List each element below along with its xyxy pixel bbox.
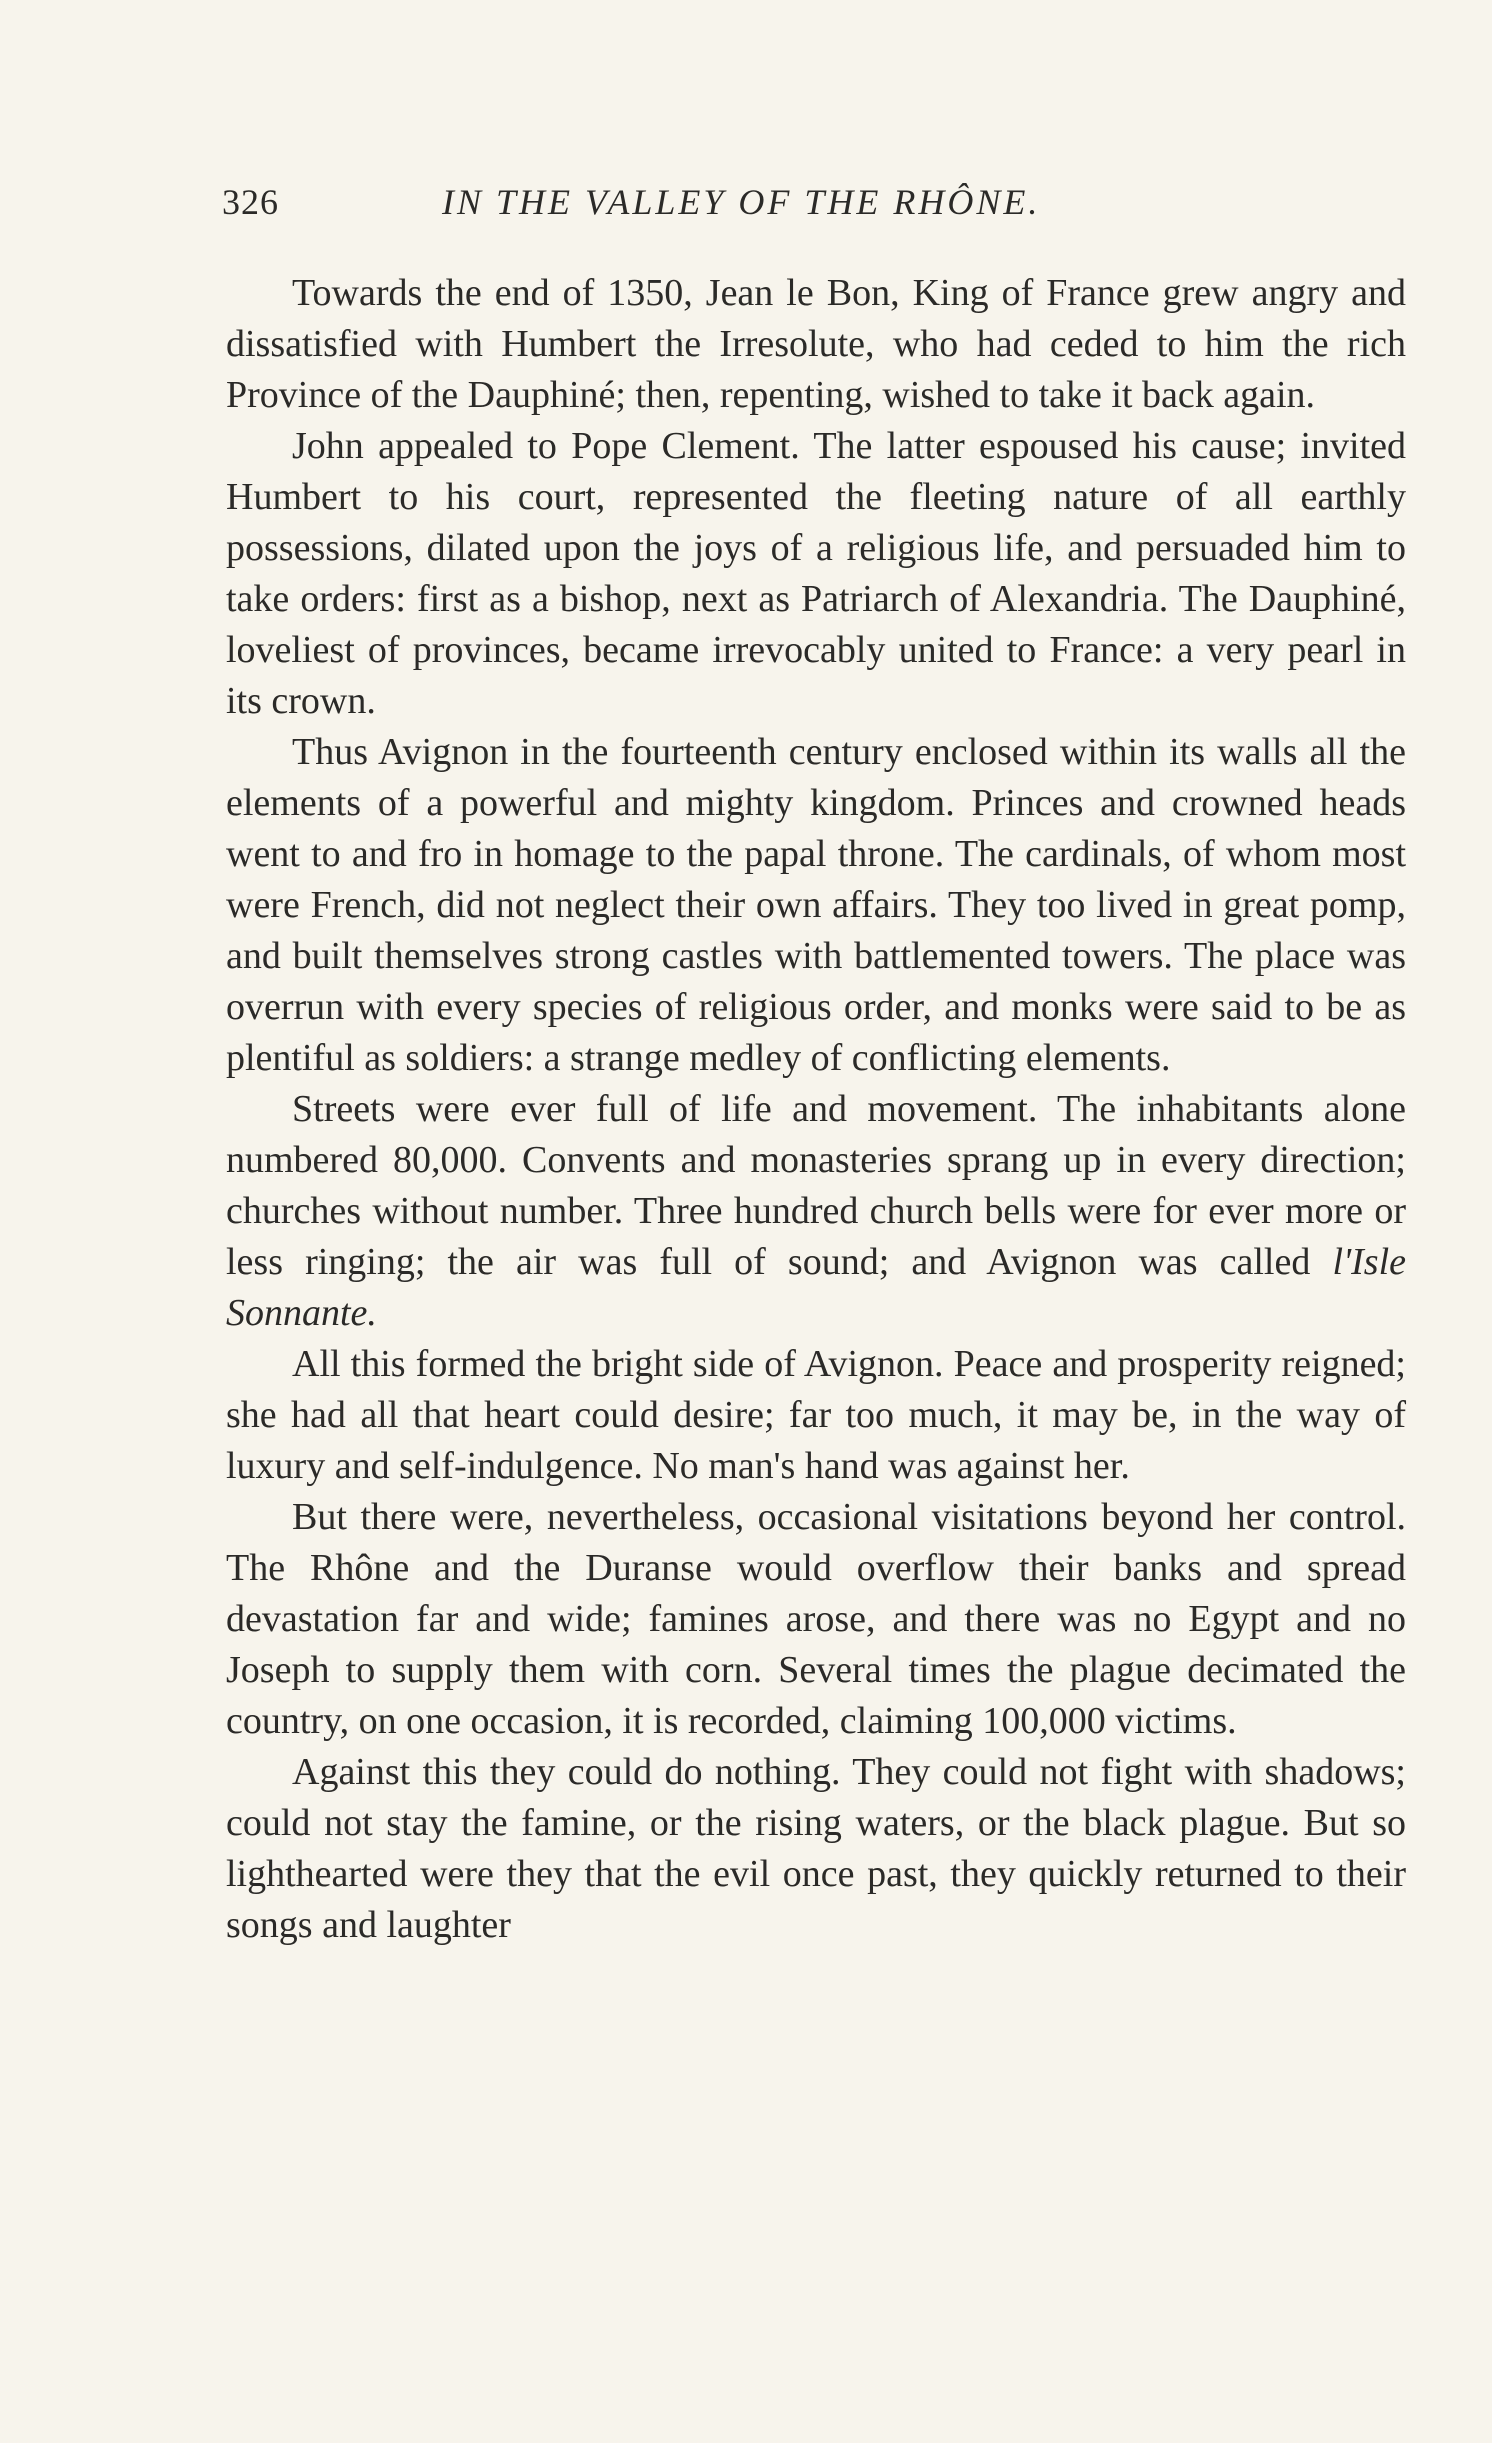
- italic-phrase: l'Isle Sonnante.: [226, 1241, 1406, 1334]
- paragraph: [226, 1339, 1406, 1492]
- paragraph: [226, 1747, 1406, 1951]
- paragraph-text: Streets were ever full of life and movement. The inhabitants alone numbered 80,000. Convents and monasteries sprang up in every direction; churches without number. Three hundred church bells were for ever more or less ringing; the air was full of sound; and Avignon was called: [226, 1088, 1406, 1283]
- paragraph: [226, 1084, 1406, 1339]
- paragraph-text: Towards the end of 1350, Jean le Bon, King of France grew angry and dissatisfied with Humbert the Irresolute, who had ceded to him the rich Province of the Dauphiné; then, repenting, wished to take it back again.: [226, 272, 1406, 416]
- paragraph: [226, 421, 1406, 727]
- body-text: [226, 268, 1406, 1951]
- running-head: [222, 178, 1422, 226]
- paragraph: [226, 727, 1406, 1084]
- page-number: 326: [222, 182, 279, 222]
- paragraph-text: John appealed to Pope Clement. The latter espoused his cause; invited Humbert to his court, represented the fleeting nature of all earthly possessions, dilated upon the joys of a religious life, and persuaded him to take orders: first as a bishop, next as Patriarch of Alexandria. The Dauphiné, loveliest of provinces, became irrevocably united to France: a very pearl in its crown.: [226, 425, 1406, 722]
- paragraph-text: Thus Avignon in the fourteenth century enclosed within its walls all the elements of a powerful and mighty kingdom. Princes and crowned heads went to and fro in homage to the papal throne. The cardinals, of whom most were French, did not neglect their own affairs. They too lived in great pomp, and built themselves strong castles with battlemented towers. The place was overrun with every species of religious order, and monks were said to be as plentiful as soldiers: a strange medley of conflicting elements.: [226, 731, 1406, 1079]
- paragraph-text: Against this they could do nothing. They could not fight with shadows; could not stay the famine, or the rising waters, or the black plague. But so lighthearted were they that the evil once past, they quickly returned to their songs and laughter: [226, 1751, 1406, 1946]
- paragraph-text: But there were, nevertheless, occasional visitations beyond her control. The Rhône and the Duranse would overflow their banks and spread devastation far and wide; famines arose, and there was no Egypt and no Joseph to supply them with corn. Several times the plague decimated the country, on one occasion, it is recorded, claiming 100,000 victims.: [226, 1496, 1406, 1742]
- paragraph: [226, 268, 1406, 421]
- paragraph-text: All this formed the bright side of Avignon. Peace and prosperity reigned; she had all that heart could desire; far too much, it may be, in the way of luxury and self-indulgence. No man's hand was against her.: [226, 1343, 1406, 1487]
- paragraph: [226, 1492, 1406, 1747]
- running-title: IN THE VALLEY OF THE RHÔNE.: [442, 182, 1041, 222]
